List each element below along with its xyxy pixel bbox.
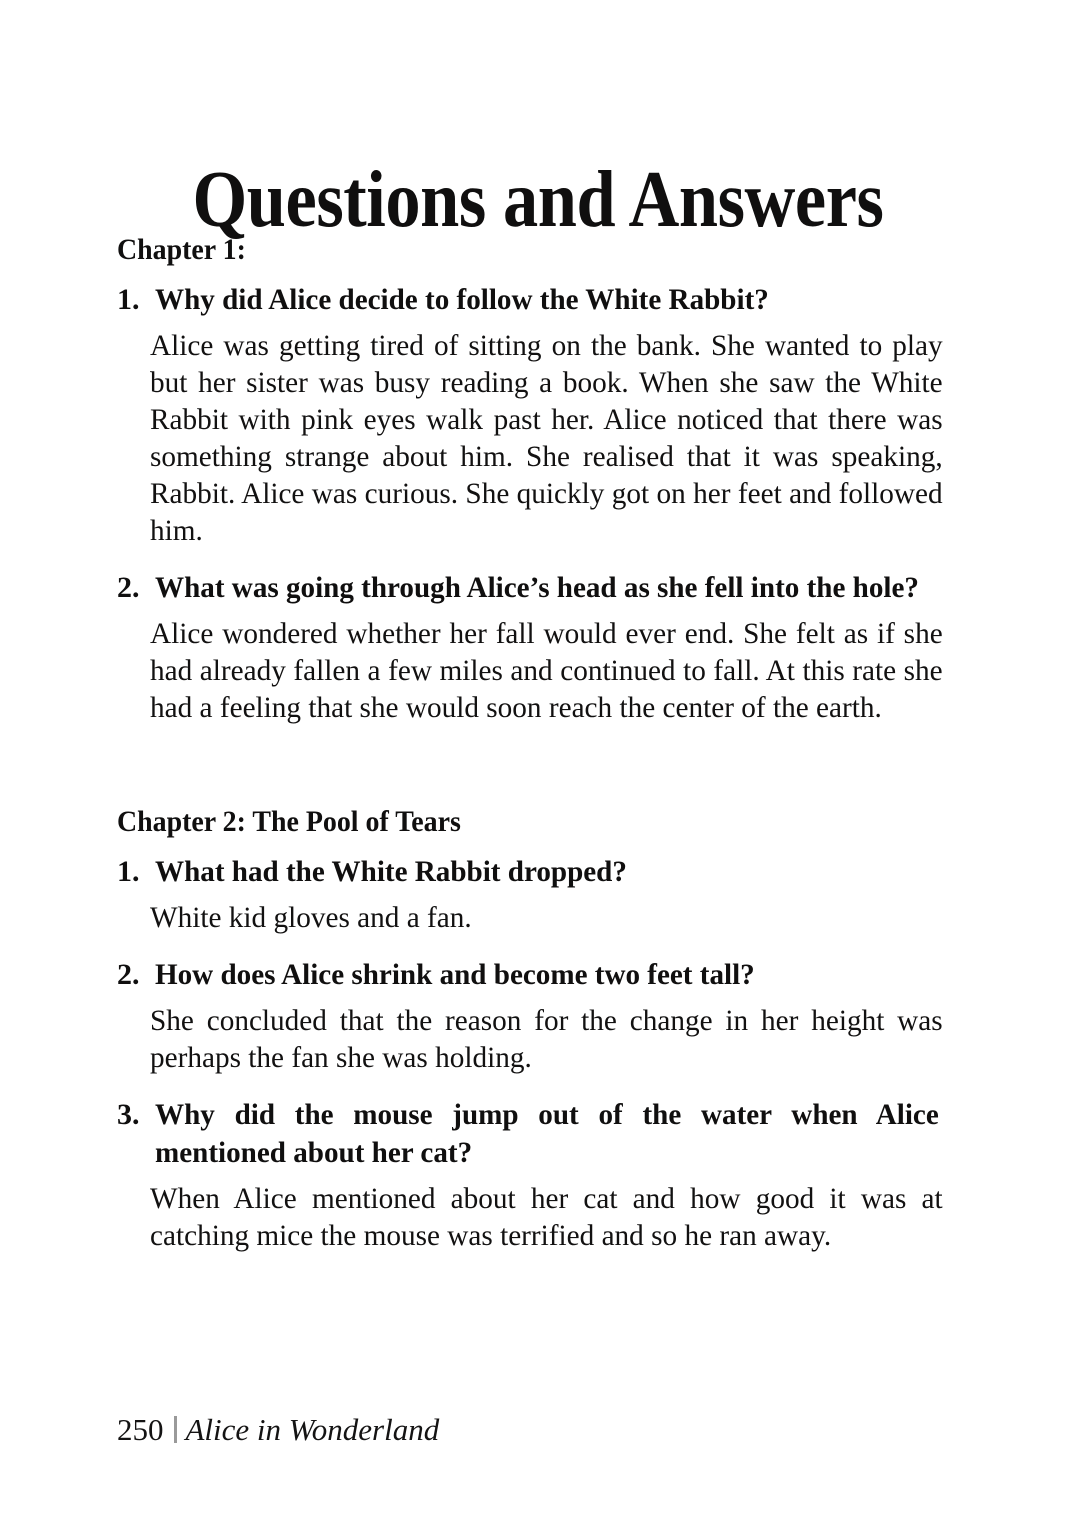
answer-text: When Alice mentioned about her cat and how good it was at catching mice the mouse was terrified and so he ran away. bbox=[150, 1182, 943, 1252]
question bbox=[117, 281, 963, 319]
question bbox=[117, 956, 963, 994]
page-title: Questions and Answers bbox=[192, 155, 884, 244]
page-footer bbox=[117, 1412, 439, 1448]
answer-text: Alice was getting tired of sitting on the bank. She wanted to play but her sister was busy reading a book. When she saw the White Rabbit with pink eyes walk past her. Alice noticed that there was something strange about him. She realised that it was speaking, Rabbit. Alice was curious. She quickly got on her feet and followed him. bbox=[150, 329, 943, 547]
chapter-heading-1: Chapter 1: bbox=[117, 233, 246, 266]
footer-page-number: 250 bbox=[117, 1412, 164, 1447]
question bbox=[117, 569, 963, 607]
question-number: 3. bbox=[117, 1098, 140, 1131]
qa-item bbox=[117, 956, 963, 1076]
question-text: What was going through Alice’s head as she fell into the hole? bbox=[155, 571, 919, 604]
answer-text: She concluded that the reason for the change in her height was perhaps the fan she was holding. bbox=[150, 1004, 943, 1074]
question bbox=[117, 1096, 963, 1172]
question-number: 2. bbox=[117, 958, 140, 991]
answer-text: White kid gloves and a fan. bbox=[150, 901, 472, 934]
question-text: How does Alice shrink and become two feet tall? bbox=[155, 958, 755, 991]
question-number: 2. bbox=[117, 571, 140, 604]
question-number: 1. bbox=[117, 283, 140, 316]
question-text: Why did Alice decide to follow the White Rabbit? bbox=[155, 283, 769, 316]
page-content bbox=[117, 232, 963, 1260]
question-text: Why did the mouse jump out of the water when Alice mentioned about her cat? bbox=[155, 1098, 939, 1169]
answer-text: Alice wondered whether her fall would ever end. She felt as if she had already fallen a few miles and continued to fall. At this rate she had a feeling that she would soon reach the center of the earth. bbox=[150, 617, 943, 724]
chapter-heading-2: Chapter 2: The Pool of Tears bbox=[117, 805, 461, 838]
question bbox=[117, 853, 963, 891]
footer-book-title: Alice in Wonderland bbox=[185, 1412, 440, 1447]
question-text: What had the White Rabbit dropped? bbox=[155, 855, 627, 888]
qa-item bbox=[117, 569, 963, 726]
qa-item bbox=[117, 1096, 963, 1254]
qa-item bbox=[117, 281, 963, 549]
qa-item bbox=[117, 853, 963, 936]
question-number: 1. bbox=[117, 855, 140, 888]
footer-separator-bar bbox=[174, 1416, 177, 1443]
